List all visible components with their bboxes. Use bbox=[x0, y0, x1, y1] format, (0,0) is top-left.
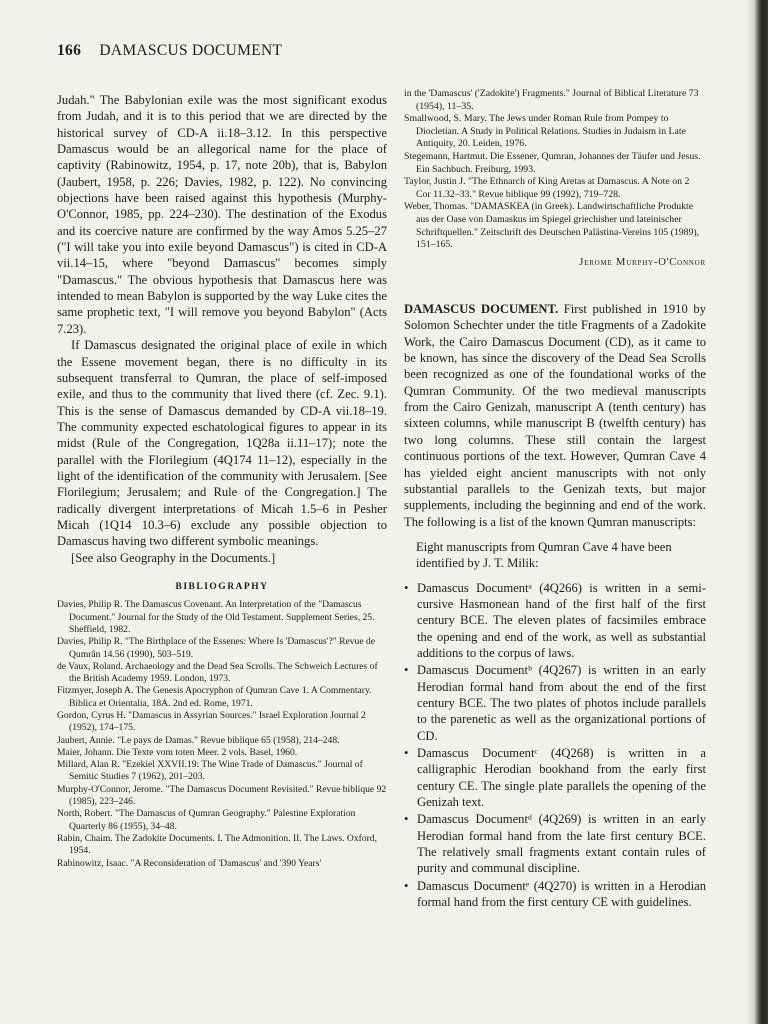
bibliography-entry: Davies, Philip R. The Damascus Covenant. An Interpretation of the "Damascus Document." Journal for the Study of the Old Testament. Supplement Series, 25. Sheffield, 1982. bbox=[57, 599, 375, 635]
bullet-icon: • bbox=[404, 812, 409, 827]
right-column bbox=[404, 88, 706, 911]
manuscript-item bbox=[404, 662, 706, 744]
list-intro: Eight manuscripts from Qumran Cave 4 have been identified by J. T. Milik: bbox=[416, 539, 672, 571]
article-intro-text: First published in 1910 by Solomon Schechter under the title Fragments of a Zadokite Work, the Cairo Damascus Document (CD), as it came to be known, has since the discovery of the Dead Sea Scrolls been recognized as one of the foundational works of the Qumran Community. Of the two medieval manuscripts from the Cairo Genizah, manuscript A (tenth century) has sixteen columns, while manuscript B (twelfth century) has two long columns. These still contain the largest continuous portions of the text. However, Qumran Cave 4 has yielded eight ancient manuscripts with not only substantial parallels to the Genizah texts, but major supplements, including the beginning and end of the work. The following is a list of the known Qumran manuscripts: bbox=[404, 302, 706, 529]
book-binding-edge bbox=[754, 0, 768, 1024]
bibliography-entry: Maier, Johann. Die Texte vom toten Meer. 2 vols. Basel, 1960. bbox=[57, 746, 298, 758]
bibliography-entry: Taylor, Justin J. "The Ethnarch of King Aretas at Damascus. A Note on 2 Cor 11.32–33." Revue biblique 99 (1992), 719–728. bbox=[404, 176, 690, 200]
bullet-icon: • bbox=[404, 746, 409, 760]
see-also-note: [See also Geography in the Documents.] bbox=[71, 550, 276, 565]
bibliography-entry: Murphy-O'Connor, Jerome. "The Damascus Document Revisited." Revue biblique 92 (1985), 223–246. bbox=[57, 783, 387, 808]
bibliography-entry: in the 'Damascus' ('Zadokite') Fragments." Journal of Biblical Literature 73 (1954), 11–35. bbox=[404, 88, 699, 112]
bibliography-entry: Rabinowitz, Isaac. "A Reconsideration of 'Damascus' and '390 Years' bbox=[57, 857, 322, 869]
manuscript-text: Damascus Documentᵈ (4Q269) is written in an early Herodian formal hand from the late first century BCE. The relatively small fragments extant contain rules of purity and communal discipline. bbox=[417, 812, 706, 876]
bibliography-entry: North, Robert. "The Damascus of Qumran Geography." Palestine Exploration Quarterly 86 (1955), 34–48. bbox=[57, 808, 356, 832]
bibliography-continued bbox=[404, 88, 706, 252]
running-header bbox=[57, 42, 282, 60]
manuscript-item bbox=[404, 745, 706, 810]
bullet-icon: • bbox=[404, 878, 409, 893]
body-paragraph: If Damascus designated the original place of exile in which the Essene movement began, there is no difficulty in its subsequent transferral to Qumran, the place of self-imposed exile, and thus to the community that lived there (cf. Zec. 9.1). This is the sense of Damascus demanded by CD-A vii.18–19. The community expected eschatological figures to appear in its midst (Rule of the Congregation, 1Q28a ii.11–17); note the parallel with the Florilegium (4Q174 11–12), especially in the light of the identification of the community with Jerusalem. [See Florilegium; Jerusalem; and Rule of the Congregation.] The radically divergent interpretations of Micah 1.5–6 in Pesher Micah (1Q14 10.3–6) exclude any possible objection to Damascus having two different symbolic meanings. bbox=[57, 338, 387, 549]
bibliography-entry: Smallwood, S. Mary. The Jews under Roman Rule from Pompey to Diocletian. A Study in Political Relations. Studies in Judaism in Late Antiquity, 20. Leiden, 1976. bbox=[404, 113, 686, 150]
article-author: Jerome Murphy-O'Connor bbox=[579, 256, 706, 268]
bibliography-entry: Gordon, Cyrus H. "Damascus in Assyrian Sources." Israel Exploration Journal 2 (1952), 174–175. bbox=[57, 709, 366, 734]
bibliography-entry: Jaubert, Annie. "Le pays de Damas." Revue biblique 65 (1958), 214–248. bbox=[57, 734, 340, 746]
page-gutter-shadow bbox=[746, 0, 754, 1024]
manuscript-text: Damascus Documentᶜ (4Q268) is written in a calligraphic Herodian bookhand from the early first century CE. The single plate parallels the opening of the Genizah text. bbox=[417, 746, 706, 810]
bibliography-entry: Davies, Philip R. "The Birthplace of the Essenes: Where Is 'Damascus'?" Revue de Qumrân 14.56 (1990), 503–519. bbox=[57, 636, 376, 660]
bibliography-entry: Weber, Thomas. "DAMASKEA (in Greek). Landwirtschaftliche Produkte aus der Oase von Damaskus im Spiegel griechisher und lateinischer Schriftquellen." Zeitschrift des Deutschen Palästina-Vereins 105 (1989), 151–165. bbox=[404, 201, 700, 251]
manuscript-item bbox=[404, 580, 706, 662]
article-intro bbox=[404, 301, 706, 530]
manuscript-text: Damascus Documentᵃ (4Q266) is written in a semi-cursive Hasmonean hand of the first half of the first century BCE. The eleven plates of facsimiles embrace the opening and end of the work, as well as substantial additions to the corpus of laws. bbox=[417, 580, 706, 660]
bibliography-list bbox=[57, 599, 387, 870]
manuscript-list bbox=[404, 580, 706, 911]
manuscript-text: Damascus Documentᵇ (4Q267) is written in an early Herodian formal hand from about the end of the first century BCE. The two plates of photos include parallels to the parenetic as well as the organizational portions of CD. bbox=[417, 663, 706, 743]
page-number: 166 bbox=[57, 42, 82, 59]
article-title: DAMASCUS DOCUMENT. bbox=[404, 302, 559, 317]
bibliography-entry: Fitzmyer, Joseph A. The Genesis Apocryphon of Qumran Cave 1. A Commentary. Biblica et Orientalia, 18A. 2nd ed. Rome, 1971. bbox=[57, 685, 372, 709]
manuscript-item bbox=[404, 811, 706, 876]
bibliography-entry: Rabin, Chaim. The Zadokite Documents. I. The Admonition. II. The Laws. Oxford, 1954. bbox=[57, 832, 378, 857]
bullet-icon: • bbox=[404, 663, 409, 678]
body-paragraph: Judah." The Babylonian exile was the most significant exodus from Judah, and it is to this period that we are directed by the historical survey of CD-A ii.18–3.12. In this perspective Damascus would be an allegorical name for the place of captivity (Rabinowitz, 1954, p. 17, note 20b), that is, Babylon (Jaubert, 1958, p. 226; Davies, 1982, p. 122). No convincing objections have been raised against this hypothesis (Murphy-O'Connor, 1985, pp. 224–230). The destination of the Exodus and its coercive nature are confirmed by the way Amos 5.25–27 ("I will take you into exile beyond Damascus") is cited in CD-A vii.14–15, where "beyond Damascus" becomes simply "Damascus." The obvious hypothesis that Damascus here was intended to mean Babylon is supported by the way Luke cites the same prophetic text, "I will remove you beyond Babylon" (Acts 7.23). bbox=[57, 93, 387, 336]
manuscript-text: Damascus Documentᵉ (4Q270) is written in a Herodian formal hand from the first century CE with guidelines. bbox=[417, 878, 706, 910]
manuscript-item bbox=[404, 878, 706, 911]
bibliography-heading: BIBLIOGRAPHY bbox=[175, 581, 269, 592]
bibliography-entry: Millard, Alan R. "Ezekiel XXVII.19: The Wine Trade of Damascus." Journal of Semitic Studies 7 (1962), 201–203. bbox=[57, 759, 363, 783]
running-title: DAMASCUS DOCUMENT bbox=[99, 42, 283, 59]
left-column bbox=[57, 92, 387, 870]
bibliography-entry: de Vaux, Roland. Archaeology and the Dead Sea Scrolls. The Schweich Lectures of the British Academy 1959. London, 1973. bbox=[57, 660, 378, 685]
bullet-icon: • bbox=[404, 580, 409, 595]
bibliography-entry: Stegemann, Hartmut. Die Essener, Qumran, Johannes der Täufer und Jesus. Ein Sachbuch. Freiburg, 1993. bbox=[404, 150, 701, 175]
